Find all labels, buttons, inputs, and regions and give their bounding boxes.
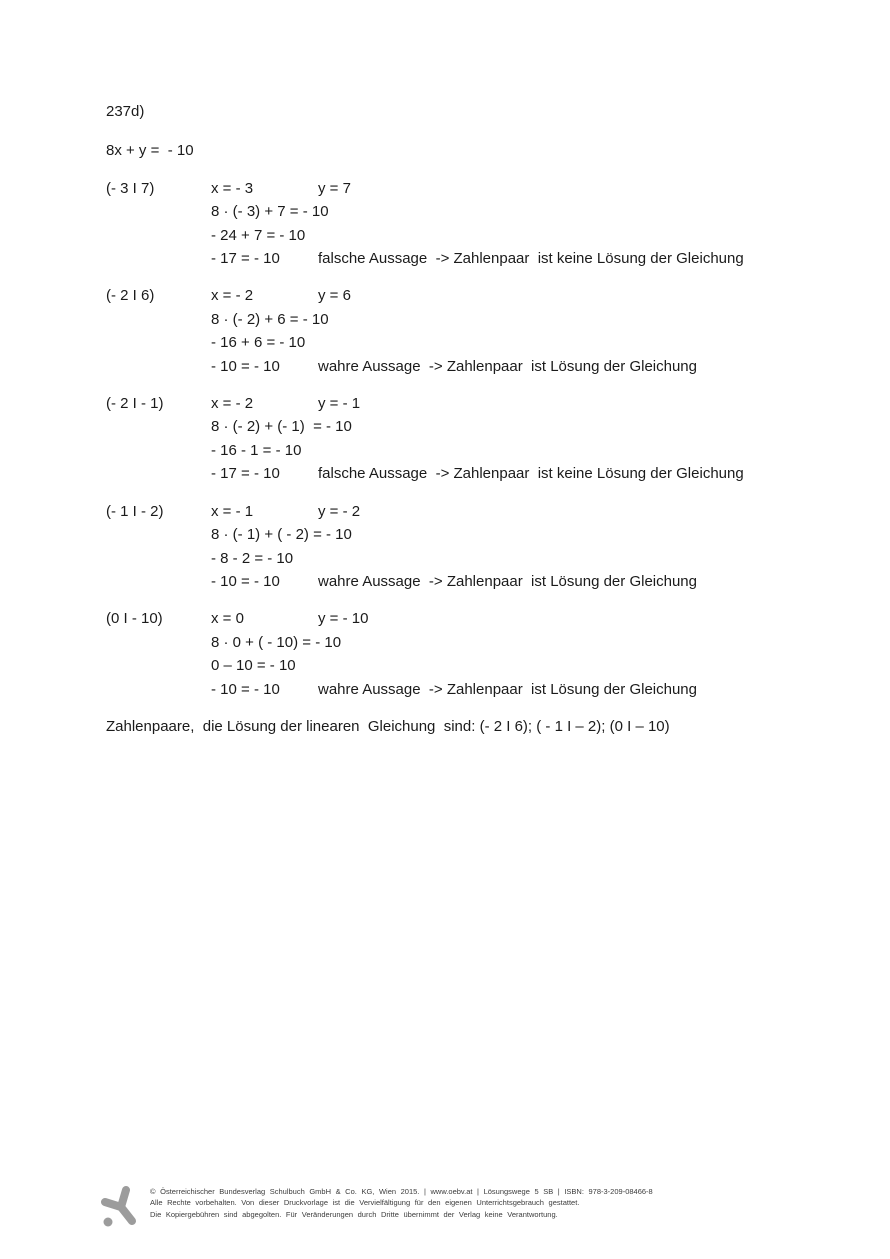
indent-spacer [106,631,211,654]
pair-label: (0 I - 10) [106,610,163,628]
check-block [106,177,786,271]
check-result-row [106,247,786,270]
indent-spacer [106,355,211,378]
step-line: 8 · (- 3) + 7 = - 10 [211,203,329,221]
indent-spacer [106,308,211,331]
check-step-row [106,439,786,462]
summary-line: Zahlenpaare, die Lösung der linearen Gleichung sind: (- 2 I 6); ( - 1 I – 2); (0 I – 10) [106,717,670,735]
step-line: 8 · (- 1) + ( - 2) = - 10 [211,526,352,544]
check-header-row [106,177,786,200]
result-value: - 17 = - 10 [211,250,280,268]
pair-label: (- 2 I - 1) [106,395,164,413]
footer-rights-line: Alle Rechte vorbehalten. Von dieser Druckvorlage ist die Vervielfältigung für den eigenen Unterrichtsgebrauch gestattet. [150,1198,580,1208]
indent-spacer [106,654,211,677]
indent-spacer [106,200,211,223]
check-header-row [106,500,786,523]
check-header-row [106,284,786,307]
y-value: y = 6 [318,287,351,305]
result-value: - 10 = - 10 [211,357,280,375]
worksheet-content [106,100,786,738]
indent-spacer [106,462,211,485]
check-step-row [106,415,786,438]
indent-spacer [106,415,211,438]
pair-label: (- 2 I 6) [106,287,155,305]
step-line: - 16 - 1 = - 10 [211,441,302,459]
step-line: 8 · (- 2) + (- 1) = - 10 [211,418,352,436]
check-step-row [106,547,786,570]
indent-spacer [106,331,211,354]
y-value: y = - 10 [318,610,369,628]
check-header-row [106,392,786,415]
pair-label: (- 3 I 7) [106,179,155,197]
indent-spacer [106,247,211,270]
conclusion-text: wahre Aussage -> Zahlenpaar ist Lösung der Gleichung [318,357,697,375]
step-line: - 24 + 7 = - 10 [211,226,306,244]
indent-spacer [106,439,211,462]
check-step-row [106,200,786,223]
indent-spacer [106,224,211,247]
indent-spacer [106,570,211,593]
indent-spacer [106,523,211,546]
check-step-row [106,224,786,247]
check-block [106,284,786,378]
check-result-row [106,570,786,593]
result-value: - 10 = - 10 [211,572,280,590]
conclusion-text: falsche Aussage -> Zahlenpaar ist keine Lösung der Gleichung [318,250,744,268]
check-step-row [106,331,786,354]
step-line: 8 · (- 2) + 6 = - 10 [211,310,329,328]
indent-spacer [106,547,211,570]
result-value: - 10 = - 10 [211,680,280,698]
result-value: - 17 = - 10 [211,465,280,483]
pair-label: (- 1 I - 2) [106,502,164,520]
x-value: x = 0 [211,610,244,628]
check-result-row [106,462,786,485]
check-block [106,392,786,486]
conclusion-text: wahre Aussage -> Zahlenpaar ist Lösung der Gleichung [318,572,697,590]
y-value: y = - 1 [318,395,361,413]
check-header-row [106,607,786,630]
footer-liability-line: Die Kopiergebühren sind abgegolten. Für Veränderungen durch Dritte übernimmt der Verlag keine Verantwortung. [150,1209,558,1219]
step-line: - 8 - 2 = - 10 [211,549,294,567]
check-step-row [106,308,786,331]
footer-text [150,1184,653,1220]
step-line: 0 – 10 = - 10 [211,657,296,675]
step-line: - 16 + 6 = - 10 [211,334,306,352]
y-value: y = 7 [318,179,351,197]
conclusion-text: wahre Aussage -> Zahlenpaar ist Lösung der Gleichung [318,680,697,698]
check-step-row [106,654,786,677]
step-line: 8 · 0 + ( - 10) = - 10 [211,633,342,651]
check-block [106,607,786,701]
equation: 8x + y = - 10 [106,142,194,160]
footer-copyright-line: © Österreichischer Bundesverlag Schulbuch GmbH & Co. KG, Wien 2015. | www.oebv.at | Lösungswege 5 SB | ISBN: 978-3-209-08466-8 [150,1187,653,1196]
oebv-asterisk-logo-icon [100,1184,142,1232]
check-step-row [106,523,786,546]
x-value: x = - 2 [211,395,254,413]
problem-label: 237d) [106,103,145,120]
y-value: y = - 2 [318,502,361,520]
footer [100,1184,653,1232]
check-result-row [106,678,786,701]
indent-spacer [106,678,211,701]
x-value: x = - 2 [211,287,254,305]
check-step-row [106,631,786,654]
x-value: x = - 1 [211,502,254,520]
check-result-row [106,355,786,378]
x-value: x = - 3 [211,179,254,197]
check-block [106,500,786,594]
conclusion-text: falsche Aussage -> Zahlenpaar ist keine Lösung der Gleichung [318,465,744,483]
